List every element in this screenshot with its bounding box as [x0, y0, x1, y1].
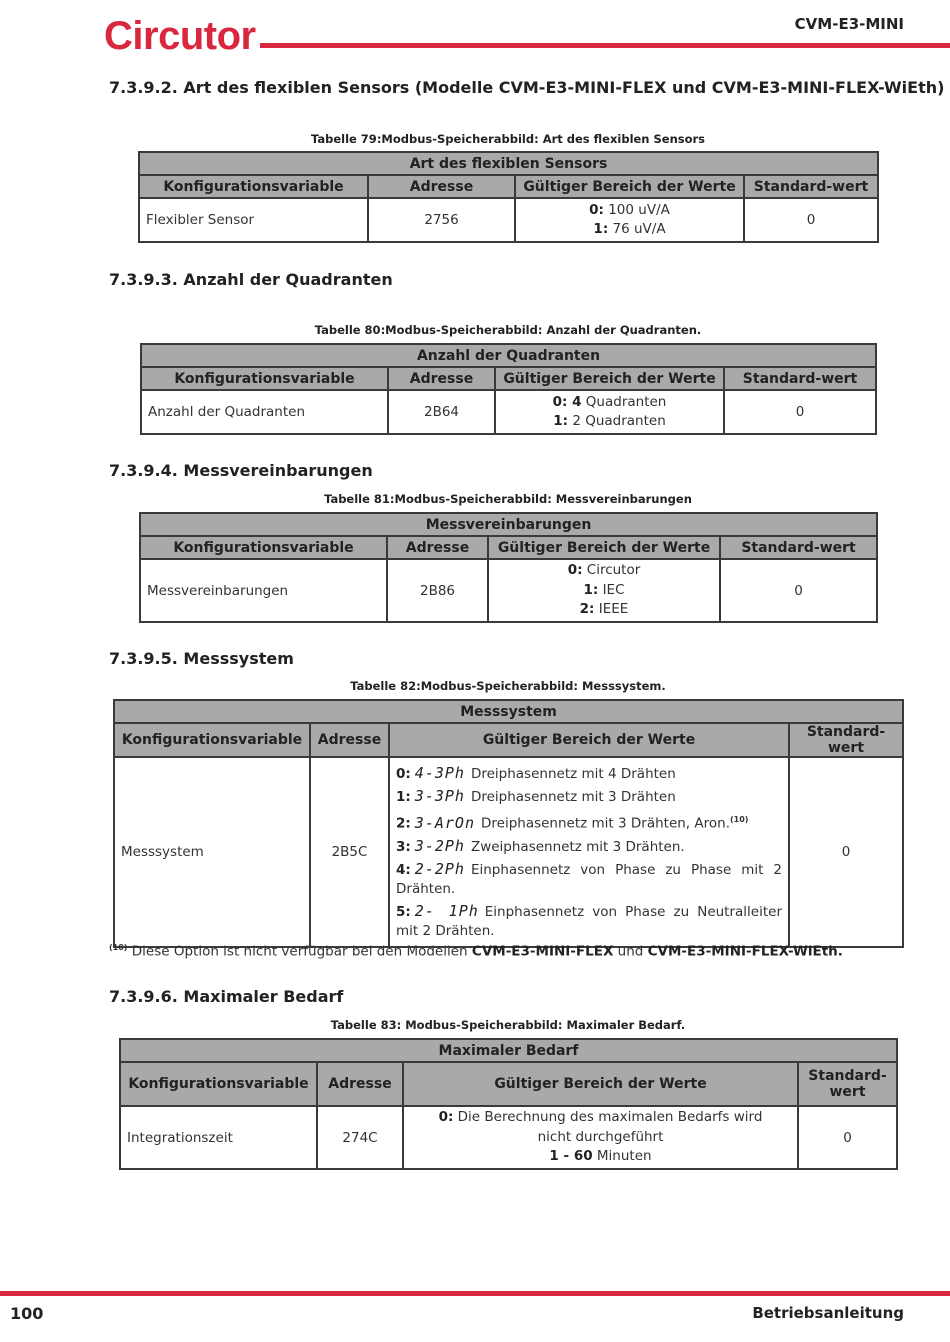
address-cell: 2B86 [387, 559, 488, 622]
header-divider [260, 43, 950, 48]
table-caption-83: Tabelle 83: Modbus-Speicherabbild: Maximaler Bedarf. [330, 1018, 686, 1032]
table-conventions [139, 512, 878, 623]
section-title-max-demand: 7.3.9.6. Maximaler Bedarf [109, 987, 344, 1006]
table-caption-79: Tabelle 79:Modbus-Speicherabbild: Art des flexiblen Sensors [310, 132, 706, 146]
column-header: Gültiger Bereich der Werte [403, 1062, 798, 1106]
column-header: Konfigurationsvariable [114, 723, 310, 757]
display-code: 3-ArOn [414, 813, 475, 832]
footer-label: Betriebsanleitung [752, 1304, 904, 1322]
option-4-3ph: 0: 4-3Ph Dreiphasennetz mit 4 Drähten [396, 764, 676, 783]
column-header: Gültiger Bereich der Werte [488, 536, 720, 559]
column-header: Standard-wert [724, 367, 876, 390]
display-code: 2-2Ph [414, 859, 465, 878]
table-flex-sensor [138, 151, 879, 243]
default-cell: 0 [798, 1106, 897, 1169]
table-row [120, 1106, 897, 1169]
table-quadrants [140, 343, 877, 435]
column-header: Gültiger Bereich der Werte [515, 175, 744, 198]
table-row [114, 757, 903, 947]
table-title: Messvereinbarungen [140, 513, 877, 536]
option-3-aron: 2: 3-ArOn Dreiphasennetz mit 3 Drähten, Aron.$^{(10)}$ [396, 813, 749, 832]
default-cell: 0 [744, 198, 878, 242]
address-cell: 2B5C [310, 757, 389, 947]
default-cell: 0 [789, 757, 903, 947]
range-cell: 0: 100 uV/A 1: 76 uV/A [515, 198, 744, 242]
section-title-quadrants: 7.3.9.3. Anzahl der Quadranten [109, 270, 393, 289]
table-row [141, 390, 876, 434]
column-header: Adresse [388, 367, 495, 390]
column-header: Adresse [317, 1062, 403, 1106]
range-cell: 0: 4 Quadranten 1: 2 Quadranten [495, 390, 724, 434]
option-3-3ph: 1: 3-3Ph Dreiphasennetz mit 3 Drähten [396, 787, 676, 806]
column-header: Konfigurationsvariable [139, 175, 368, 198]
column-header: Standard-wert [720, 536, 877, 559]
address-cell: 2B64 [388, 390, 495, 434]
footnote-marker: (10) [730, 815, 749, 825]
footnote: $^{(10)}$ Diese Option ist nicht verfügbar bei den Modellen CVM-E3-MINI-FLEX und CVM-E3-MINI-FLEX-WiEth. [109, 943, 843, 960]
section-title-measuring-system: 7.3.9.5. Messsystem [109, 649, 294, 668]
range-cell: 0: Circutor 1: IEC 2: IEEE [488, 559, 720, 622]
option-3-2ph: 3: 3-2Ph Zweiphasennetz mit 3 Drähten. [396, 836, 685, 855]
column-header: Standard-wert [744, 175, 878, 198]
circutor-logo: Circutor [104, 14, 256, 58]
column-header: Konfigurationsvariable [141, 367, 388, 390]
section-title-conventions: 7.3.9.4. Messvereinbarungen [109, 461, 373, 480]
table-caption-80: Tabelle 80:Modbus-Speicherabbild: Anzahl der Quadranten. [314, 323, 702, 337]
table-caption-81: Tabelle 81:Modbus-Speicherabbild: Messvereinbarungen [324, 492, 692, 506]
column-header: Adresse [368, 175, 515, 198]
default-cell: 0 [720, 559, 877, 622]
variable-cell: Integrationszeit [120, 1106, 317, 1169]
table-row [139, 198, 878, 242]
column-header: Konfigurationsvariable [120, 1062, 317, 1106]
column-header: Gültiger Bereich der Werte [389, 723, 789, 757]
table-title: Maximaler Bedarf [120, 1039, 897, 1062]
display-code: 2- 1Ph [414, 901, 479, 920]
column-header: Standard-wert [798, 1062, 897, 1106]
table-max-demand [119, 1038, 898, 1170]
column-header: Gültiger Bereich der Werte [495, 367, 724, 390]
section-title-flex-sensor: 7.3.9.2. Art des flexiblen Sensors (Modelle CVM-E3-MINI-FLEX und CVM-E3-MINI-FLEX-WiEth) [109, 78, 945, 97]
range-cell: 0: Die Berechnung des maximalen Bedarfs wird nicht durchgeführt 1 - 60 Minuten [403, 1106, 798, 1169]
table-title: Messsystem [114, 700, 903, 723]
variable-cell: Messvereinbarungen [140, 559, 387, 622]
display-code: 4-3Ph [414, 764, 465, 783]
table-title: Anzahl der Quadranten [141, 344, 876, 367]
column-header: Adresse [310, 723, 389, 757]
address-cell: 2756 [368, 198, 515, 242]
display-code: 3-3Ph [414, 787, 465, 806]
page-number: 100 [10, 1304, 44, 1323]
table-measuring-system [113, 699, 904, 948]
variable-cell: Anzahl der Quadranten [141, 390, 388, 434]
footer-divider [0, 1291, 950, 1296]
address-cell: 274C [317, 1106, 403, 1169]
default-cell: 0 [724, 390, 876, 434]
column-header: Adresse [387, 536, 488, 559]
variable-cell: Messsystem [114, 757, 310, 947]
range-cell [389, 757, 789, 947]
option-2-2ph: 4: 2-2Ph Einphasennetz von Phase zu Phase mit 2 Drähten. [396, 859, 782, 897]
table-row [140, 559, 877, 622]
column-header: Standard-wert [789, 723, 903, 757]
table-caption-82: Tabelle 82:Modbus-Speicherabbild: Messsystem. [350, 679, 666, 693]
option-2-1ph: 5: 2- 1Ph Einphasennetz von Phase zu Neutralleiter mit 2 Drähten. [396, 901, 783, 939]
document-title: CVM-E3-MINI [794, 15, 904, 33]
variable-cell: Flexibler Sensor [139, 198, 368, 242]
display-code: 3-2Ph [414, 836, 465, 855]
table-title: Art des flexiblen Sensors [139, 152, 878, 175]
column-header: Konfigurationsvariable [140, 536, 387, 559]
